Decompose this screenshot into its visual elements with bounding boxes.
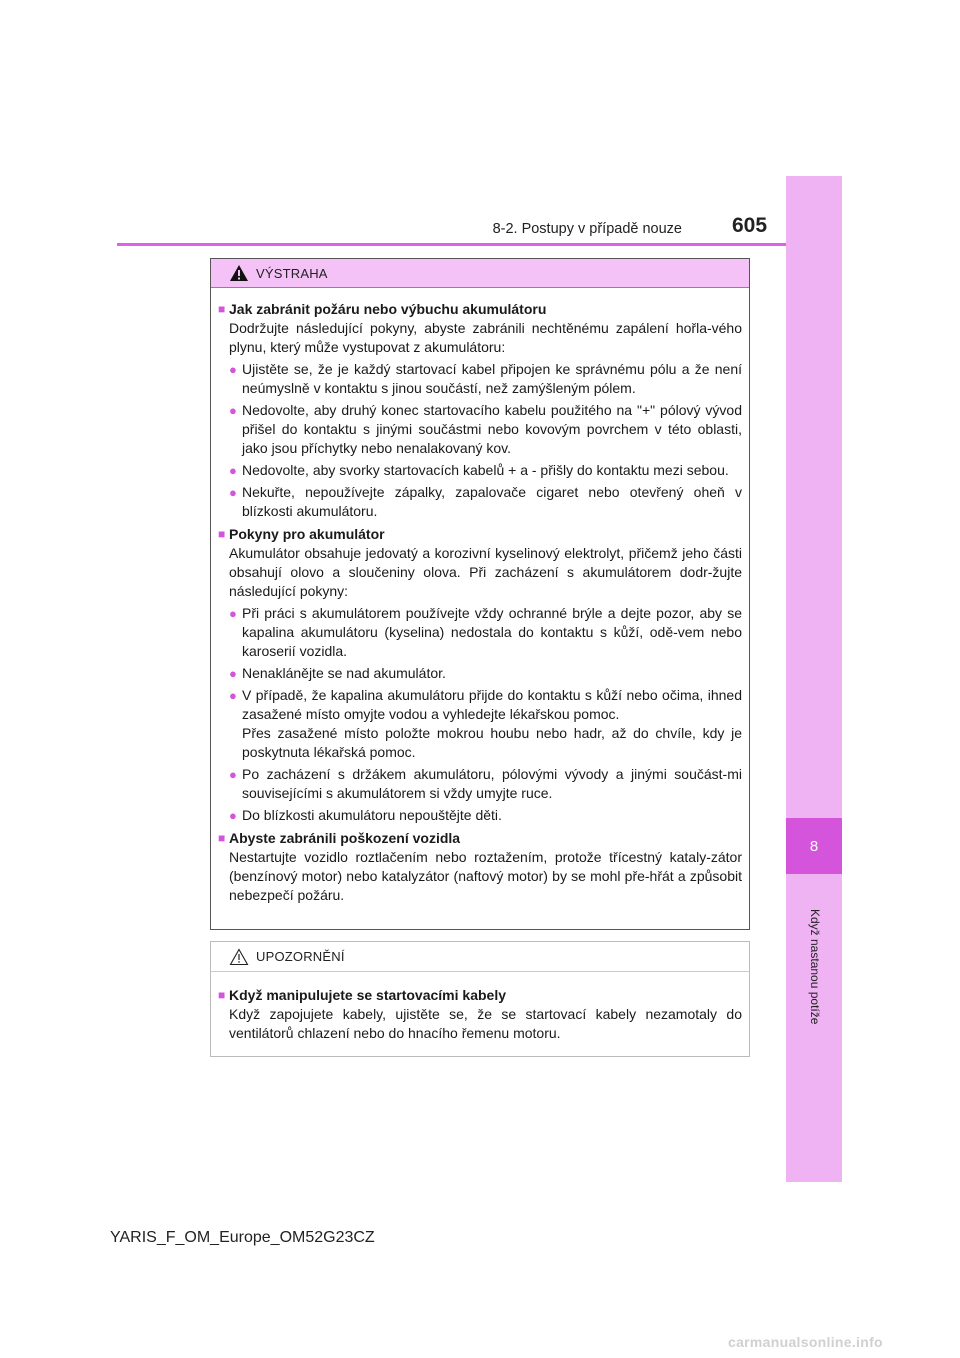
notice-heading-row [218, 986, 742, 1005]
caution-icon [229, 948, 249, 966]
list-item [218, 461, 742, 480]
list-item [218, 765, 742, 803]
round-bullet-icon: ● [229, 403, 237, 418]
chapter-title: Když nastanou potíže [808, 909, 822, 1025]
round-bullet-icon: ● [229, 362, 237, 377]
round-bullet-icon: ● [229, 463, 237, 478]
list-item-text: Nekuřte, nepoužívejte zápalky, zapalovače cigaret nebo otevřený oheň v blízkosti akumulátoru. [242, 484, 742, 519]
notice-header [211, 942, 749, 972]
page-number: 605 [732, 214, 768, 237]
square-bullet-icon: ■ [218, 302, 226, 316]
list-item-text: Nedovolte, aby druhý konec startovacího kabelu použitého na "+" pólový vývod přišel do kontaktu s jinými součástmi nebo kovovým povrchem v této oblasti, jako jsou příchytky nebo nenalakovaný kov. [242, 402, 742, 456]
warning-section-text: Akumulátor obsahuje jedovatý a korozivní kyselinový elektrolyt, přičemž jeho části obsahují olovo a sloučeniny olova. Při zacházení s akumulátorem dodr-žujte následující pokyny: [229, 545, 742, 599]
square-bullet-icon: ■ [218, 527, 226, 541]
list-item-text: Do blízkosti akumulátoru nepouštějte děti. [242, 807, 502, 823]
list-item-text: Při práci s akumulátorem používejte vždy ochranné brýle a dejte pozor, aby se kapalina akumulátoru (kyselina) nedostala do kontaktu s kůží, odě-vem nebo karoserií vozidla. [242, 605, 742, 659]
warning-section-heading-row [218, 829, 742, 848]
chapter-number: 8 [786, 818, 842, 874]
header-rule [117, 243, 786, 246]
warning-section-heading-row [218, 300, 742, 319]
warning-section-text: Nestartujte vozidlo roztlačením nebo roztažením, protože třícestný kataly-zátor (benzínový motor) nebo katalyzátor (naftový motor) by se mohl pře-hřát a způsobit nebezpečí požáru. [229, 849, 742, 903]
list-item [218, 360, 742, 398]
notice-title: UPOZORNĚNÍ [256, 949, 345, 964]
list-item-text: Nedovolte, aby svorky startovacích kabelů + a - přišly do kontaktu mezi sebou. [242, 462, 729, 478]
section-title: 8-2. Postupy v případě nouze [492, 221, 682, 237]
list-item [218, 483, 742, 521]
round-bullet-icon: ● [229, 666, 237, 681]
warning-icon [229, 264, 249, 282]
notice-heading: Když manipulujete se startovacími kabely [229, 987, 506, 1003]
list-item-text: Nenaklánějte se nad akumulátor. [242, 665, 446, 681]
notice-text: Když zapojujete kabely, ujistěte se, že se startovací kabely nezamotaly do ventilátorů chlazení nebo do hnacího řemenu motoru. [229, 1006, 742, 1041]
list-item [218, 686, 742, 762]
warning-content [211, 288, 749, 905]
list-item-text: Ujistěte se, že je každý startovací kabel připojen ke správnému pólu a že není neúmyslně v kontaktu s jinou součástí, než zamýšleným pólem. [242, 361, 742, 396]
list-item [218, 401, 742, 458]
warning-section-text: Dodržujte následující pokyny, abyste zabránili nechtěnému zapálení hořla-vého plynu, který může vystupovat z akumulátoru: [229, 320, 742, 355]
warning-section-heading: Abyste zabránili poškození vozidla [229, 830, 461, 846]
warning-section-heading: Jak zabránit požáru nebo výbuchu akumulátoru [229, 301, 547, 317]
chapter-side-tab [786, 176, 842, 1182]
list-item [218, 664, 742, 683]
notice-box [210, 941, 750, 1057]
round-bullet-icon: ● [229, 606, 237, 621]
watermark: carmanualsonline.info [728, 1334, 883, 1350]
round-bullet-icon: ● [229, 688, 237, 703]
document-id: YARIS_F_OM_Europe_OM52G23CZ [110, 1229, 375, 1246]
list-item-text: Po zacházení s držákem akumulátoru, pólovými vývody a jinými součást-mi souvisejícími s akumulátorem si vždy umyjte ruce. [242, 766, 742, 801]
round-bullet-icon: ● [229, 485, 237, 500]
warning-title: VÝSTRAHA [256, 265, 328, 281]
round-bullet-icon: ● [229, 767, 237, 782]
square-bullet-icon: ■ [218, 988, 226, 1002]
warning-box [210, 258, 750, 930]
list-item [218, 604, 742, 661]
warning-header [211, 259, 749, 288]
round-bullet-icon: ● [229, 808, 237, 823]
list-item [218, 806, 742, 825]
warning-section-heading: Pokyny pro akumulátor [229, 526, 385, 542]
square-bullet-icon: ■ [218, 831, 226, 845]
warning-section-heading-row [218, 525, 742, 544]
list-item-text: V případě, že kapalina akumulátoru přijde do kontaktu s kůží nebo očima, ihned zasažené místo omyjte vodou a vyhledejte lékařskou pomoc. Přes zasažené místo položte mokrou houbu nebo hadr, až do chvíle, kdy je poskytnuta lékařská pomoc. [242, 687, 742, 760]
